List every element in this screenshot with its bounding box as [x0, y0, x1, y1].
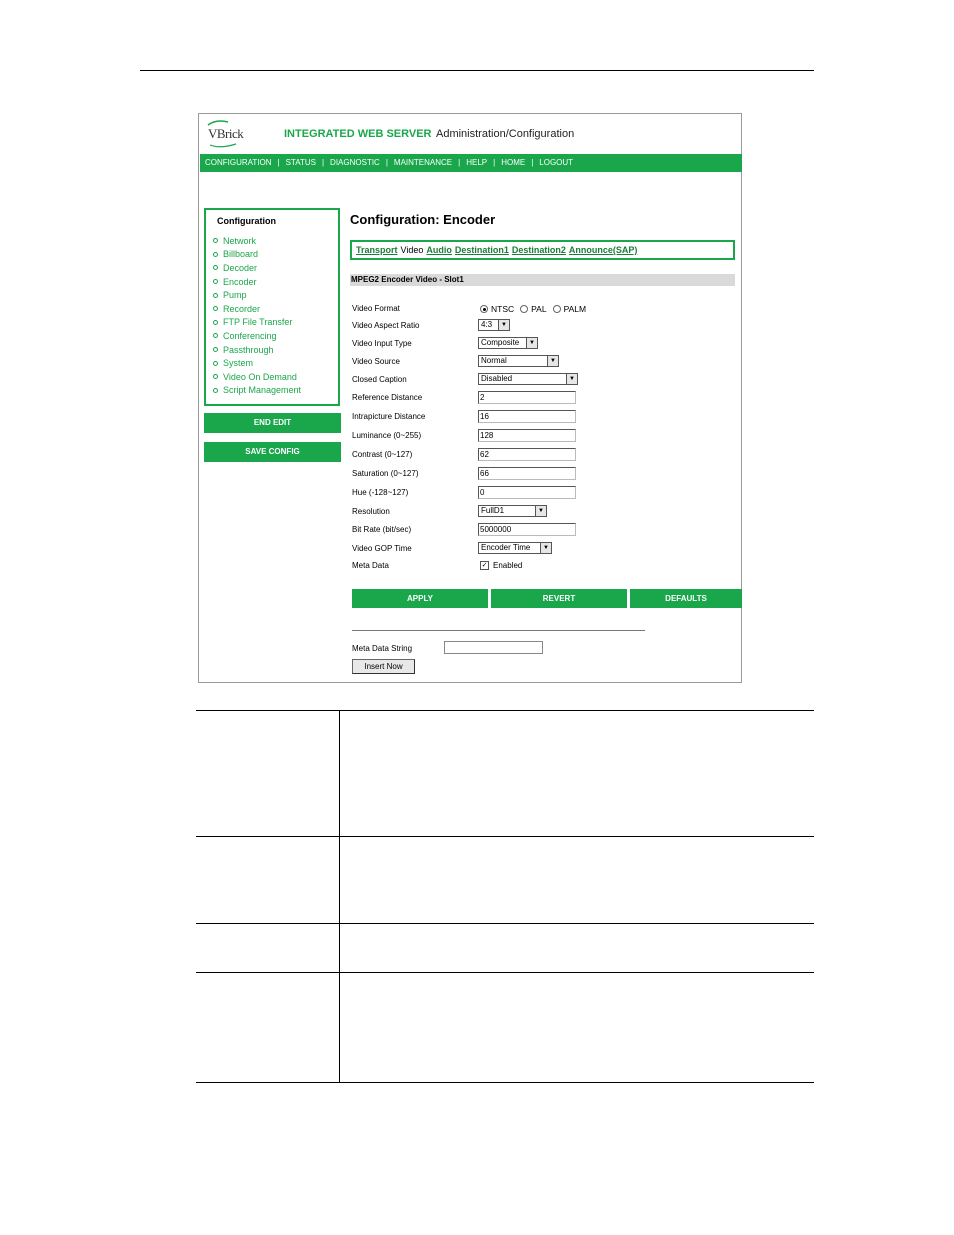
radio-palm[interactable] [553, 305, 561, 313]
chevron-down-icon: ▼ [535, 506, 546, 516]
video-source-label: Video Source [352, 357, 400, 366]
radio-ntsc-label: NTSC [491, 304, 515, 314]
meta-data-label: Meta Data [352, 561, 389, 570]
sidebar-item-label: Network [223, 235, 257, 246]
chevron-down-icon: ▼ [526, 338, 537, 348]
sidebar-item-label: Conferencing [223, 330, 277, 341]
nav-separator: | [321, 158, 325, 167]
resolution-select[interactable] [478, 505, 547, 517]
sidebar-item-pump[interactable] [213, 288, 301, 302]
aspect-ratio-value: 4:3 [481, 320, 493, 329]
table-rule [196, 923, 814, 924]
page-title: Configuration: Encoder [350, 212, 496, 227]
sidebar-item-label: Billboard [223, 249, 259, 260]
nav-item-maintenance[interactable]: MAINTENANCE [393, 158, 453, 167]
page-top-rule [140, 70, 814, 71]
bullet-icon [213, 306, 218, 311]
bit-rate-input[interactable]: 5000000 [478, 523, 576, 536]
chevron-down-icon: ▼ [547, 356, 558, 366]
section-header [350, 274, 735, 286]
sidebar-item-passthrough[interactable] [213, 343, 301, 357]
radio-ntsc[interactable] [480, 305, 488, 313]
insert-now-button[interactable]: Insert Now [352, 659, 415, 674]
table-rule [196, 1082, 814, 1083]
radio-palm-label: PALM [563, 304, 587, 314]
nav-item-home[interactable]: HOME [501, 158, 526, 167]
table-rule [196, 972, 814, 973]
bullet-icon [213, 279, 218, 284]
tab-announce-sap-[interactable]: Announce(SAP) [568, 245, 638, 255]
hue-label: Hue (-128~127) [352, 488, 409, 497]
contrast-input[interactable]: 62 [478, 448, 576, 461]
sidebar-item-label: System [223, 358, 254, 369]
sidebar-item-label: Video On Demand [223, 371, 297, 382]
tab-audio[interactable]: Audio [426, 245, 452, 255]
resolution-value: FullD1 [481, 506, 505, 515]
sidebar-item-system[interactable] [213, 356, 301, 370]
radio-pal[interactable] [520, 305, 528, 313]
table-rule [196, 836, 814, 837]
contrast-label: Contrast (0~127) [352, 450, 413, 459]
sidebar-item-conferencing[interactable] [213, 329, 301, 343]
meta-data-checkbox[interactable] [480, 561, 489, 570]
sidebar-item-encoder[interactable] [213, 275, 301, 289]
section-title: MPEG2 Encoder Video - Slot1 [351, 275, 464, 284]
closed-caption-select[interactable] [478, 373, 578, 385]
tab-destination1[interactable]: Destination1 [454, 245, 509, 255]
top-navbar [200, 154, 742, 172]
end-edit-button[interactable]: END EDIT [204, 413, 341, 433]
bullet-icon [213, 265, 218, 270]
nav-separator: | [531, 158, 534, 167]
bullet-icon [213, 388, 218, 393]
bullet-icon [213, 347, 218, 352]
input-type-select[interactable] [478, 337, 538, 349]
reference-distance-input[interactable]: 2 [478, 391, 576, 404]
tab-transport[interactable]: Transport [356, 245, 398, 255]
meta-data-string-label: Meta Data String [352, 644, 413, 653]
sidebar-item-recorder[interactable] [213, 302, 301, 316]
video-format-radio-group [480, 304, 592, 314]
gop-time-value: Encoder Time [481, 543, 531, 552]
bullet-icon [213, 238, 218, 243]
defaults-button[interactable]: DEFAULTS [630, 589, 742, 608]
sidebar-list [213, 234, 301, 397]
video-source-select[interactable] [478, 355, 559, 367]
intrapicture-distance-input[interactable]: 16 [478, 410, 576, 423]
chevron-down-icon: ▼ [566, 374, 577, 384]
closed-caption-label: Closed Caption [352, 375, 407, 384]
nav-item-configuration[interactable]: CONFIGURATION [205, 158, 272, 167]
sidebar-item-decoder[interactable] [213, 261, 301, 275]
nav-item-help[interactable]: HELP [466, 158, 488, 167]
bit-rate-label: Bit Rate (bit/sec) [352, 525, 412, 534]
nav-item-status[interactable]: STATUS [285, 158, 316, 167]
tab-bar [350, 240, 735, 260]
bullet-icon [213, 361, 218, 366]
resolution-label: Resolution [352, 507, 390, 516]
sidebar-title: Configuration [217, 216, 276, 226]
closed-caption-value: Disabled [481, 374, 513, 383]
nav-separator: | [385, 158, 388, 167]
meta-data-check-label: Enabled [493, 561, 523, 570]
apply-button[interactable]: APPLY [352, 589, 488, 608]
saturation-label: Saturation (0~127) [352, 469, 419, 478]
nav-item-logout[interactable]: LOGOUT [539, 158, 574, 167]
input-type-label: Video Input Type [352, 339, 412, 348]
bullet-icon [213, 252, 218, 257]
nav-item-diagnostic[interactable]: DIAGNOSTIC [330, 158, 380, 167]
bullet-icon [213, 374, 218, 379]
chevron-down-icon: ▼ [498, 320, 509, 330]
nav-items [205, 158, 573, 167]
bullet-icon [213, 333, 218, 338]
video-source-value: Normal [481, 356, 507, 365]
sidebar-item-label: Pump [223, 290, 247, 301]
logo-text: VBrick [208, 126, 244, 141]
sidebar-item-video-on-demand[interactable] [213, 370, 301, 384]
tabs [356, 245, 640, 255]
check-icon: ✓ [481, 562, 488, 569]
sidebar-item-billboard[interactable] [213, 248, 301, 262]
table-rule [196, 710, 814, 711]
sidebar-item-label: Recorder [223, 303, 261, 314]
revert-button[interactable]: REVERT [491, 589, 627, 608]
luminance-input[interactable]: 128 [478, 429, 576, 442]
sidebar-item-label: FTP File Transfer [223, 317, 293, 328]
hue-input[interactable]: 0 [478, 486, 576, 499]
aspect-ratio-label: Video Aspect Ratio [352, 321, 420, 330]
saturation-input[interactable]: 66 [478, 467, 576, 480]
bullet-icon [213, 320, 218, 325]
sidebar-item-network[interactable] [213, 234, 301, 248]
aspect-ratio-select[interactable] [478, 319, 510, 331]
sidebar-item-label: Encoder [223, 276, 257, 287]
document-table [196, 710, 814, 1083]
sidebar-item-label: Script Management [223, 385, 302, 396]
video-format-label: Video Format [352, 304, 400, 313]
separator-rule [352, 630, 645, 631]
radio-pal-label: PAL [531, 304, 547, 314]
gop-time-select[interactable] [478, 542, 552, 554]
intrapicture-distance-label: Intrapicture Distance [352, 412, 426, 421]
vbrick-logo [206, 119, 248, 149]
table-column-divider [339, 710, 340, 1083]
product-subtitle: Administration/Configuration [436, 128, 575, 140]
product-title: INTEGRATED WEB SERVER [284, 128, 432, 140]
meta-data-string-input[interactable] [444, 641, 543, 654]
input-type-value: Composite [481, 338, 520, 347]
sidebar-item-ftp-file-transfer[interactable] [213, 316, 301, 330]
bullet-icon [213, 293, 218, 298]
gop-time-label: Video GOP Time [352, 544, 412, 553]
sidebar-item-label: Decoder [223, 262, 258, 273]
nav-separator: | [277, 158, 280, 167]
chevron-down-icon: ▼ [540, 543, 551, 553]
tab-video[interactable]: Video [400, 245, 424, 255]
nav-separator: | [458, 158, 461, 167]
reference-distance-label: Reference Distance [352, 393, 423, 402]
sidebar-item-script-management[interactable] [213, 384, 301, 398]
luminance-label: Luminance (0~255) [352, 431, 422, 440]
sidebar [204, 208, 340, 406]
save-config-button[interactable]: SAVE CONFIG [204, 442, 341, 462]
sidebar-item-label: Passthrough [223, 344, 274, 355]
tab-destination2[interactable]: Destination2 [511, 245, 566, 255]
nav-separator: | [493, 158, 496, 167]
